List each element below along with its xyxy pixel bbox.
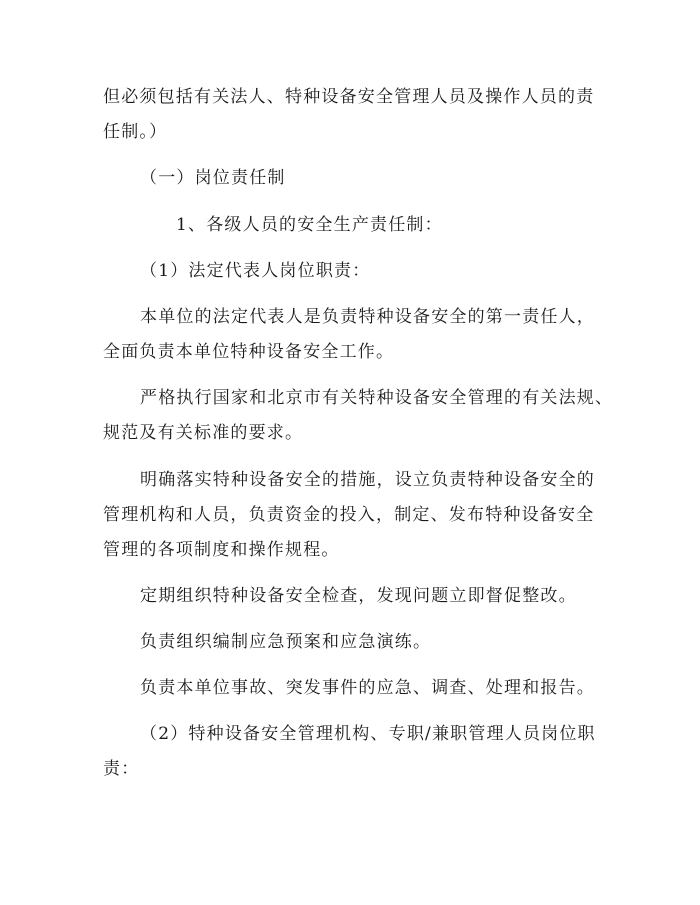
section-heading-position-responsibility: （一）岗位责任制 bbox=[140, 168, 286, 188]
text-line-continuation-1: 但必须包括有关法人、特种设备安全管理人员及操作人员的责 bbox=[103, 87, 595, 107]
paragraph-1-line-2: 全面负责本单位特种设备安全工作。 bbox=[103, 342, 395, 362]
item-heading-legal-representative: （1）法定代表人岗位职责： bbox=[140, 261, 371, 281]
paragraph-3-line-3: 管理的各项制度和操作规程。 bbox=[103, 540, 340, 560]
item-heading-management-personnel-line-1: （2）特种设备安全管理机构、专职/兼职管理人员岗位职 bbox=[140, 724, 596, 744]
paragraph-3-line-2: 管理机构和人员，负责资金的投入，制定、发布特种设备安全 bbox=[103, 505, 595, 525]
item-heading-management-personnel-line-2: 责： bbox=[103, 759, 140, 779]
paragraph-3-line-1: 明确落实特种设备安全的措施，设立负责特种设备安全的 bbox=[140, 470, 595, 490]
paragraph-2-line-2: 规范及有关标准的要求。 bbox=[103, 423, 304, 443]
paragraph-5: 负责组织编制应急预案和应急演练。 bbox=[140, 632, 432, 652]
text-line-continuation-2: 任制。） bbox=[103, 122, 168, 142]
subsection-heading-safety-responsibility: 1、各级人员的安全生产责任制： bbox=[176, 215, 443, 235]
paragraph-4: 定期组织特种设备安全检查，发现问题立即督促整改。 bbox=[140, 586, 577, 606]
paragraph-2-line-1: 严格执行国家和北京市有关特种设备安全管理的有关法规、 bbox=[140, 388, 614, 408]
paragraph-1-line-1: 本单位的法定代表人是负责特种设备安全的第一责任人， bbox=[140, 307, 595, 327]
paragraph-6: 负责本单位事故、突发事件的应急、调查、处理和报告。 bbox=[140, 678, 595, 698]
